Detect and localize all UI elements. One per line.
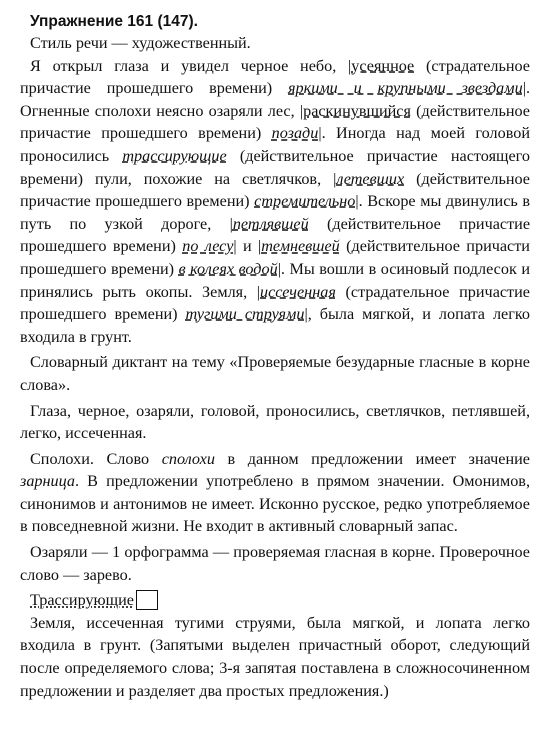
participle-trassiruyushchie: трассирующие <box>122 146 227 165</box>
morphemic-word-line <box>20 589 530 612</box>
participle-usejannoe: усеянное <box>351 56 415 75</box>
morphemic-word: Трассирующие <box>30 591 134 610</box>
term-zarnitsa: зарница <box>20 472 76 491</box>
dependent-words-3: стремительно <box>254 192 356 211</box>
dependent-words-5: в колеях водой <box>178 259 278 278</box>
term-spolokhi: сполохи <box>161 449 215 468</box>
dictation-title: Словарный диктант на тему «Проверяемые безударные гласные в корне слова». <box>20 353 530 394</box>
participle-temnevshey: темневшей <box>261 237 340 256</box>
participle-petlyavshey: петлявшей <box>232 214 309 233</box>
dependent-words-2: позади <box>271 124 319 143</box>
style-line: Стиль речи — художественный. <box>30 34 251 52</box>
punctuation-analysis: Земля, иссеченная тугими струями, была мягкой, и лопата легко входила в грунт. (Запятыми выделен причастный оборот, следующий после определяемого слова; 3-я запятая поставлена в сложносочиненном предложении и разделяет два простых предложения.) <box>20 613 530 700</box>
dictation-words: Глаза, черное, озаряли, головой, проносились, светлячков, петлявшей, легко, иссеченная. <box>20 401 530 443</box>
exercise-heading: Упражнение 161 (147). <box>30 13 198 30</box>
main-text-paragraph: Я открыл глаза и увидел черное небо, |усеянное (страдательное причастие прошедшего времени) яркими и крупными звездами|. Огненные сполохи неясно озаряли лес, |раскинувшийся (действительное причастие прошедшего времени) позади|. Иногда над моей головой проносились трассирующие (действительное причастие настоящего времени) пули, похожие на светлячков, |летевших (действительное причастие прошедшего времени) стремительно|. Вскоре мы двинулись в путь по узкой дороге, |петлявшей (действительное причастие прошедшего времени) по лесу| и |темневшей (действительное причасти прошедшего времени) в колеях водой|. Мы вошли в осиновый подлесок и принялись рыть окопы. Земля, |иссеченная (страдательное причастие прошедшего времени) тугими струями|, была мягкой, и лопата легко входила в грунт. <box>20 56 531 346</box>
participle-raskinuvshiysya: раскинувшийся <box>303 101 411 120</box>
orthogram-analysis: Озаряли — 1 орфограмма — проверяемая гласная в корне. Проверочное слово — зарево. <box>20 543 530 584</box>
dependent-words-6: тугими струями <box>185 305 305 324</box>
word-analysis-spolokhi: Сполохи. Слово сполохи в данном предложении имеет значение зарница. В предложении употреблено в прямом значении. Омонимов, синонимов и антонимов не имеет. Исконно русское, редко употребляемое в повседневной жизни. Не входит в активный словарный запас. <box>20 449 530 536</box>
participle-issechennaya: иссеченная <box>260 282 336 301</box>
participle-letevshikh: летевших <box>336 169 405 188</box>
dependent-words-1: яркими и крупными звездами <box>288 79 523 98</box>
ending-box <box>136 590 158 610</box>
dependent-words-4: по лесу <box>182 237 234 256</box>
